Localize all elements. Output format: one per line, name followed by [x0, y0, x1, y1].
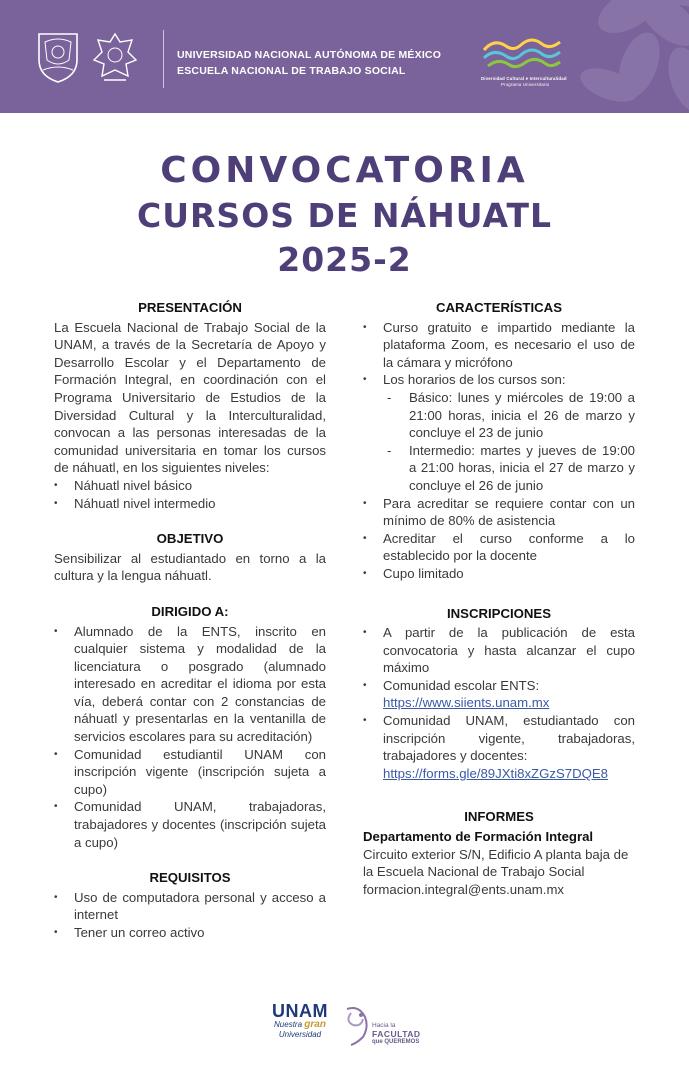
- institution-name: [177, 47, 441, 79]
- requisitos-list: [54, 889, 326, 942]
- dirigido-list: [54, 623, 326, 852]
- list-item: [363, 677, 635, 712]
- title-line-2: CURSOS DE NÁHUATL: [137, 196, 552, 235]
- hummingbird-logo-icon: [343, 1003, 373, 1047]
- ents-footer-line-3: que QUEREMOS: [372, 1039, 420, 1045]
- unam-tagline-3: Universidad: [278, 1030, 322, 1039]
- footer: [0, 1000, 689, 1050]
- list-item: [363, 712, 635, 782]
- program-line-1: Diversidad Cultural e Interculturalidad: [481, 76, 567, 81]
- siients-link[interactable]: https://www.siients.unam.mx: [383, 695, 550, 711]
- caracteristicas-heading: CARACTERÍSTICAS: [435, 300, 562, 315]
- presentacion-heading: PRESENTACIÓN: [138, 300, 242, 315]
- list-item: • Comunidad estudiantil UNAM con inscripción vigente (inscripción sujeta a cupo): [54, 746, 326, 799]
- ents-footer-line-2: FACULTAD: [372, 1029, 421, 1039]
- title-line-1: CONVOCATORIA: [160, 150, 529, 191]
- objetivo-heading: OBJETIVO: [156, 531, 224, 547]
- schedule-item: - Intermedio: martes y jueves de 19:00 a 21:00 horas, inicia el 27 de marzo y concluye el 26 de junio: [383, 442, 635, 495]
- list-item: • A partir de la publicación de esta convocatoria y hasta alcanzar el cupo máximo: [363, 624, 635, 677]
- unam-footer-logo: [270, 1002, 330, 1039]
- unam-wordmark: UNAM: [272, 1001, 328, 1021]
- presentacion-body: La Escuela Nacional de Trabajo Social de la UNAM, a través de la Secretaría de Apoyo y Desarrollo Escolar y el Departamento de Formación Integral, en coordinación con el Programa Universitario de Estudios de la Diversidad Cultural y la Interculturalidad, convocan a las personas interesadas de la comunidad universitaria en tomar los cursos de náhuatl, en los siguientes niveles:: [54, 319, 326, 476]
- list-item: • Cupo limitado: [363, 565, 635, 583]
- inscripciones-heading: INSCRIPCIONES: [446, 605, 552, 621]
- flower-ornament-icon: [559, 0, 689, 113]
- list-item: • Alumnado de la ENTS, inscrito en cualquier sistema y modalidad de la licenciatura o posgrado (alumnado interesado en acreditar el idioma por esta vía, deberá contar con 2 constancias de náhuatl y presentarlas en la ventanilla de servicios escolares para su acreditación): [54, 623, 326, 746]
- header-divider: [163, 30, 164, 88]
- left-column: [54, 299, 326, 942]
- unam-seal-icon: [33, 30, 83, 84]
- title-line-3: 2025-2: [277, 240, 412, 279]
- department-name: Departamento de Formación Integral: [363, 829, 594, 845]
- schedule-list: [383, 389, 635, 495]
- program-line-2: Programa Universitario: [501, 82, 550, 87]
- program-name: [481, 76, 581, 88]
- schedule-item: - Básico: lunes y miércoles de 19:00 a 21:00 horas, inicia el 26 de marzo y concluye el 23 de junio: [383, 389, 635, 442]
- schedule-intro: Los horarios de los cursos son:: [383, 372, 566, 388]
- objetivo-body: Sensibilizar al estudiantado en torno a la cultura y la lengua náhuatl.: [54, 550, 326, 584]
- contact-email[interactable]: formacion.integral@ents.unam.mx: [363, 881, 565, 897]
- ents-seal-icon: [90, 30, 140, 84]
- list-item: • Náhuatl nivel básico: [54, 477, 326, 495]
- requisitos-heading: REQUISITOS: [149, 870, 231, 886]
- institution-line-2: ESCUELA NACIONAL DE TRABAJO SOCIAL: [177, 65, 406, 77]
- informes-heading: INFORMES: [464, 809, 534, 825]
- unam-tagline-2: gran: [304, 1019, 326, 1030]
- levels-list: [54, 477, 326, 512]
- right-column: [363, 299, 635, 898]
- department-address: Circuito exterior S/N, Edificio A planta baja de la Escuela Nacional de Trabajo Social: [363, 846, 629, 880]
- list-item: • Comunidad UNAM, trabajadoras, trabajadores y docentes (inscripción sujeta a cupo): [54, 798, 326, 851]
- list-item: • Curso gratuito e impartido mediante la plataforma Zoom, es necesario el uso de la cámara y micrófono: [363, 319, 635, 372]
- header-band: [0, 0, 689, 113]
- list-item: • Uso de computadora personal y acceso a internet: [54, 889, 326, 924]
- list-item: • Para acreditar se requiere contar con un mínimo de 80% de asistencia: [363, 495, 635, 530]
- ents-footer-logo: [372, 1022, 421, 1046]
- list-item: • Acreditar el curso conforme a lo establecido por la docente: [363, 530, 635, 565]
- list-item: • Tener un correo activo: [54, 924, 326, 942]
- unam-tagline-1: Nuestra: [274, 1020, 303, 1029]
- registration-form-link[interactable]: https://forms.gle/89JXti8xZGzS7DQE8: [383, 765, 609, 781]
- ents-community-label: Comunidad escolar ENTS:: [383, 677, 540, 693]
- list-item: • Náhuatl nivel intermedio: [54, 495, 326, 513]
- institution-line-1: UNIVERSIDAD NACIONAL AUTÓNOMA DE MÉXICO: [177, 49, 442, 61]
- inscripciones-list: [363, 624, 635, 782]
- unam-community-label: Comunidad UNAM, estudiantado con inscripción vigente, trabajadoras, trabajadores y docentes:: [383, 713, 635, 764]
- list-item: [363, 371, 635, 494]
- dirigido-heading: DIRIGIDO A:: [151, 603, 229, 619]
- ents-footer-line-1: Hacia la: [372, 1022, 396, 1029]
- caracteristicas-list: [363, 319, 635, 583]
